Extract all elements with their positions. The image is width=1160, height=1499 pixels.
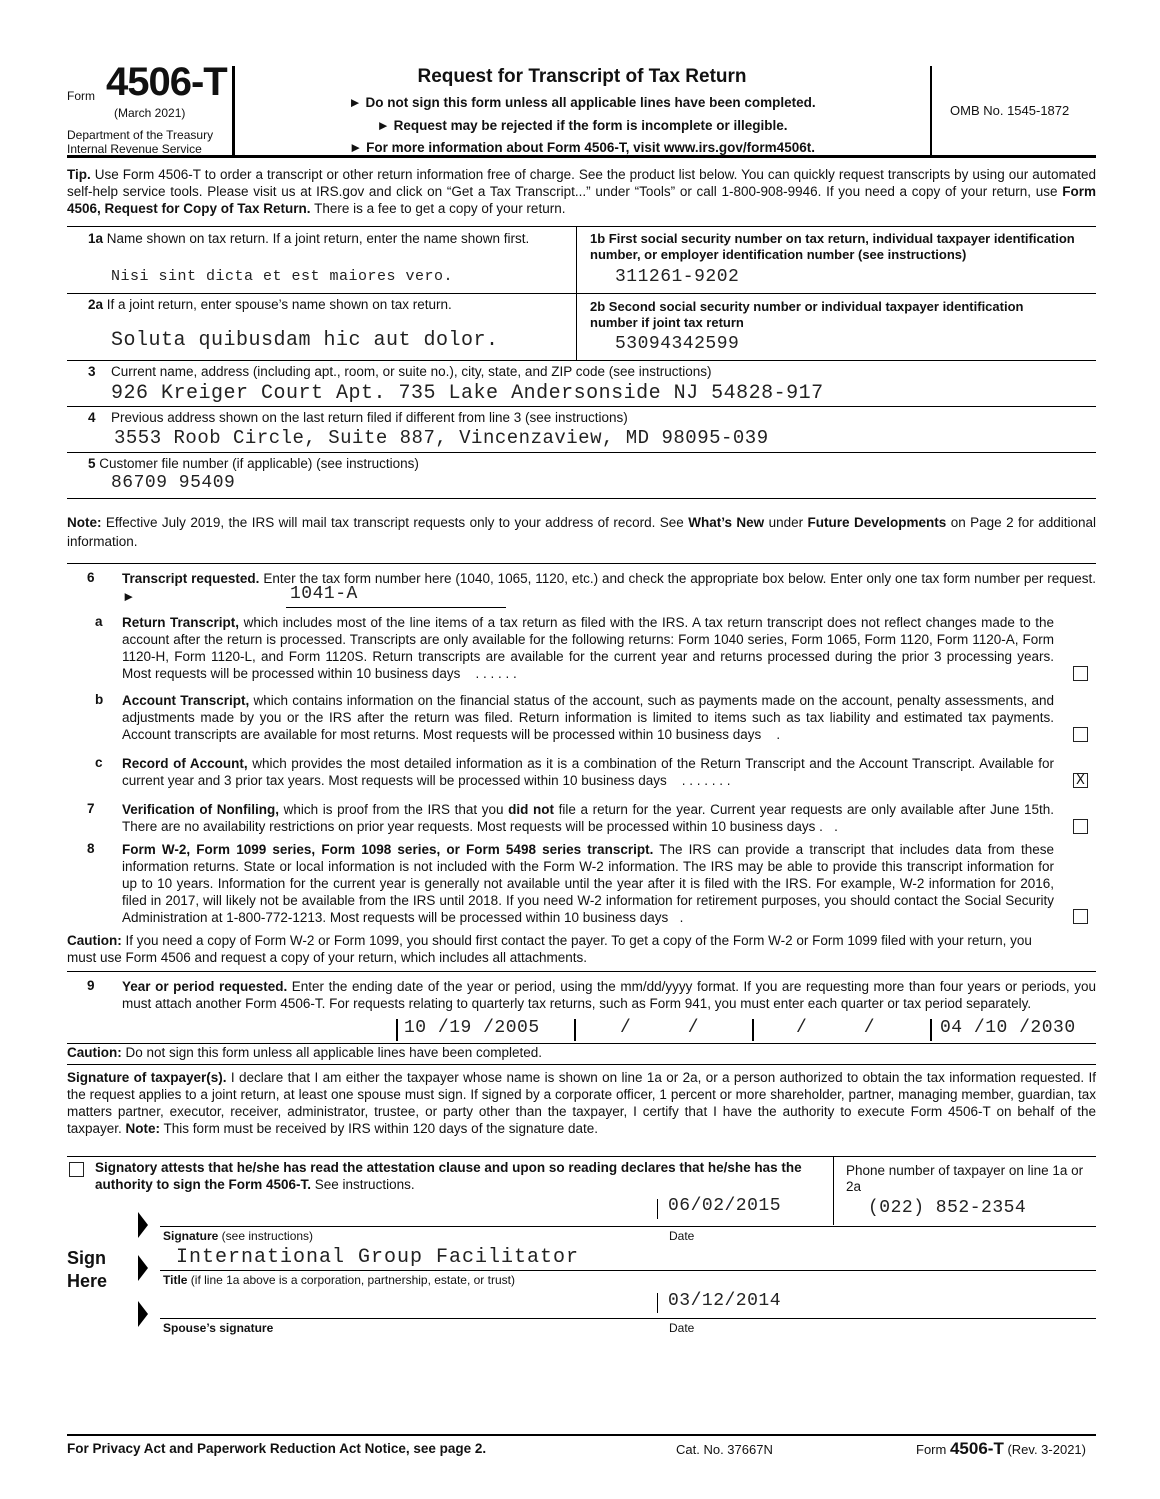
account-transcript-checkbox[interactable] [1073, 727, 1088, 742]
line-6a-text: Return Transcript, which includes most of the line items of a tax return as filed with the IRS. A tax return transcript does not reflect changes made to the account after the return is processed. Transcripts are only available for the following returns: Form 1040 series, Form 1065, Form 1120, Form 1120-A, Form 1120-H, Form 1120-L, and Form 1120S. Return transcripts are available for the current year and returns processed during the prior 3 processing years. Most requests will be processed within 10 business days . . . . . . [122, 615, 1054, 681]
line-4-label: Previous address shown on the last return filed if different from line 3 (see instructions) [111, 410, 628, 425]
line-7-number: 7 [87, 801, 95, 816]
title-line [160, 1270, 1096, 1271]
verification-of-nonfiling-checkbox[interactable] [1073, 819, 1088, 834]
date1-marker [657, 1199, 658, 1219]
period-date-3-field[interactable]: / / [796, 1018, 876, 1038]
line-1a-name-field[interactable]: Nisi sint dicta et est maiores vero. [111, 268, 454, 285]
line-2a-label: 2a If a joint return, enter spouse’s name shown on tax return. [88, 297, 452, 312]
line-1b-ssn-field[interactable]: 311261-9202 [615, 267, 740, 287]
spouse-signature-label: Spouse’s signature [163, 1321, 274, 1335]
catalog-number: Cat. No. 37667N [676, 1442, 773, 1457]
line-9-number: 9 [87, 978, 95, 993]
header-divider-right [930, 66, 932, 155]
date-box-1-marker [396, 1019, 398, 1041]
footer-form-id: Form 4506-T (Rev. 3-2021) [916, 1439, 1086, 1458]
date-box-3-marker [752, 1019, 754, 1041]
line-9-text: Year or period requested. Enter the ending date of the year or period, using the mm/dd/yyyy format. If you are requesting more than four years or periods, you must attach another Form 4506-T. For requests relating to quarterly tax returns, such as Form 941, you must enter each quarter or tax period separately. [122, 979, 1097, 1011]
line-3-label: Current name, address (including apt., room, or suite no.), city, state, and ZIP code (see instructions) [111, 364, 712, 379]
line-6-number: 6 [87, 570, 95, 585]
form-title: Request for Transcript of Tax Return [417, 66, 747, 87]
line-8-text: Form W-2, Form 1099 series, Form 1098 series, or Form 5498 series transcript. The IRS can provide a transcript that includes data from these information returns. State or local information is not included with the Form W-2 information. The IRS may be able to provide this transcript information for up to 10 years. Information for the current year is generally not available until the year after it is filed with the IRS. For example, W-2 information for 2016, filed in 2017, will likely not be available from the IRS until 2018. If you need W-2 information for retirement purposes, you should contact the Social Security Administration at 1-800-772-1213. Most requests will be processed within 10 business days . [122, 842, 1054, 925]
footer-rule [67, 1434, 1096, 1436]
sign-arrow-3-icon [138, 1301, 148, 1327]
line-8-number: 8 [87, 841, 95, 856]
signature-label: Signature (see instructions) [163, 1229, 314, 1243]
line-6-underline [286, 607, 506, 608]
title-field[interactable]: International Group Facilitator [176, 1246, 580, 1269]
period-date-4-field[interactable]: 04 /10 /2030 [940, 1018, 1076, 1038]
w2-transcript-checkbox[interactable] [1073, 909, 1088, 924]
omb-number: OMB No. 1545-1872 [950, 103, 1070, 118]
spouse-signature-line [160, 1318, 1096, 1319]
rule-10 [67, 1064, 1096, 1065]
line-6-text: Transcript requested. Enter the tax form number here (1040, 1065, 1120, etc.) and check the appropriate box below. Enter only one tax form number per request. ► [122, 571, 1097, 604]
rule-1 [67, 226, 1096, 227]
line-5-label: 5 Customer file number (if applicable) (see instructions) [88, 456, 419, 471]
privacy-notice: For Privacy Act and Paperwork Reduction Act Notice, see page 2. [67, 1441, 487, 1456]
header-bullet-1: ► Do not sign this form unless all applicable lines have been completed. [348, 95, 816, 110]
sign-arrow-2-icon [138, 1255, 148, 1281]
line-3-number: 3 [88, 364, 96, 379]
signature-date-field[interactable]: 06/02/2015 [668, 1196, 782, 1216]
rule-11 [67, 1156, 1096, 1157]
spouse-date-label: Date [669, 1321, 695, 1335]
period-date-1-field[interactable]: 10 /19 /2005 [404, 1018, 540, 1038]
line-6c-letter: c [95, 755, 103, 770]
line-2b-ssn-field[interactable]: 53094342599 [615, 334, 740, 354]
tip-paragraph: Tip. Use Form 4506-T to order a transcript or other return information free of charge. See the product list below. You can quickly request transcripts by using our automated self-help service tools. Please visit us at IRS.gov and click on “Get a Tax Transcript...” under “Tools” or call 1-800-908-9946. If you need a copy of your return, use Form 4506, Request for Copy of Tax Return. There is a fee to get a copy of your return. [67, 167, 1096, 216]
sign-here-label: Sign Here [67, 1248, 108, 1291]
rule-4 [67, 406, 1096, 407]
line-2a-spouse-name-field[interactable]: Soluta quibusdam hic aut dolor. [111, 329, 499, 352]
attestation-text: Signatory attests that he/she has read the attestation clause and upon so reading declares that he/she has the authority to sign the Form 4506-T. See instructions. [95, 1160, 802, 1192]
form-number: 4506-T [106, 60, 227, 104]
signature-declaration: Signature of taxpayer(s). I declare that I am either the taxpayer whose name is shown on line 1a or 2a, or a person authorized to obtain the tax information requested. If the request applies to a joint return, at least one spouse must sign. If signed by a corporate officer, 1 percent or more shareholder, partner, managing member, guardian, tax matters partner, executor, receiver, administrator, trustee, or party other than the taxpayer, I certify that I have the authority to execute Form 4506-T on behalf of the taxpayer. Note: This form must be received by IRS within 120 days of the signature date. [67, 1070, 1097, 1136]
line-6b-text: Account Transcript, which contains information on the financial status of the account, such as payments made on the account, penalty assessments, and adjustments made by you or the IRS after the return was filed. Return information is limited to items such as tax liability and estimated tax payments. Account transcripts are available for most returns. Most requests will be processed within 10 business days . [122, 693, 1054, 742]
dept-line2: Internal Revenue Service [67, 142, 202, 156]
caution-2-paragraph: Caution: Do not sign this form unless all applicable lines have been completed. [67, 1045, 542, 1060]
line-6a-letter: a [95, 614, 103, 629]
return-transcript-checkbox[interactable] [1073, 666, 1088, 681]
period-date-2-field[interactable]: / / [620, 1018, 700, 1038]
spouse-date-field[interactable]: 03/12/2014 [668, 1291, 782, 1311]
header-bullet-2: ► Request may be rejected if the form is incomplete or illegible. [376, 118, 788, 133]
header-bullet-3: ► For more information about Form 4506-T, visit www.irs.gov/form4506t. [349, 140, 815, 155]
line-2b-label: 2b Second social security number or individual taxpayer identification number if joint tax return [590, 299, 1024, 330]
signature-line [160, 1226, 1096, 1227]
record-of-account-checkbox[interactable]: X [1073, 773, 1088, 788]
date-box-4-marker [930, 1019, 932, 1041]
sign-arrow-1-icon [138, 1212, 148, 1238]
rule-5 [67, 452, 1096, 453]
signature-date-label: Date [669, 1229, 695, 1243]
line-1b-label: 1b First social security number on tax return, individual taxpayer identification number, or employer identification number (see instructions) [590, 231, 1075, 262]
line-6c-text: Record of Account, which provides the most detailed information as it is a combination of the Return Transcript and the Account Transcript. Available for current year and 3 prior tax years. Most requests will be processed within 10 business days . . . . . . . [122, 756, 1054, 788]
line-5-customer-file-field[interactable]: 86709 95409 [111, 473, 236, 493]
dept-line1: Department of the Treasury [67, 128, 214, 142]
title-label: Title (if line 1a above is a corporation, partnership, estate, or trust) [163, 1273, 515, 1287]
rule-6 [67, 498, 1096, 499]
form-word: Form [67, 89, 95, 103]
rule-7 [67, 563, 1096, 564]
attestation-checkbox[interactable] [69, 1162, 84, 1177]
rule-3 [67, 360, 1096, 361]
phone-label: Phone number of taxpayer on line 1a or 2a [846, 1163, 1084, 1194]
phone-number-field[interactable]: (022) 852-2354 [868, 1198, 1027, 1218]
line-4-previous-address-field[interactable]: 3553 Roob Circle, Suite 887, Vincenzaview, MD 98095-039 [114, 427, 769, 449]
line-6b-letter: b [95, 692, 104, 707]
line-3-address-field[interactable]: 926 Kreiger Court Apt. 735 Lake Andersonside NJ 54828-917 [111, 382, 824, 405]
rule-9 [67, 1043, 1096, 1044]
form-revision: (March 2021) [114, 106, 186, 120]
line-7-text: Verification of Nonfiling, which is proof from the IRS that you did not file a return for the year. Current year requests are only available after June 15th. There are no availability restrictions on prior year requests. Most requests will be processed within 10 business days . . [122, 802, 1055, 834]
phone-divider [833, 1157, 834, 1225]
line-4-number: 4 [88, 410, 96, 425]
header-rule [67, 155, 1096, 158]
caution-1-paragraph: Caution: If you need a copy of Form W-2 or Form 1099, you should first contact the payer. To get a copy of the Form W-2 or Form 1099 filed with your return, you must use Form 4506 and request a copy of your return, which includes all attachments. [67, 933, 1032, 965]
note-paragraph: Note: Effective July 2019, the IRS will mail tax transcript requests only to your address of record. See What’s New under Future Developments on Page 2 for additional information. [67, 515, 1097, 549]
rule-2 [67, 293, 1096, 294]
date2-marker [657, 1293, 658, 1313]
date-box-2-marker [574, 1019, 576, 1041]
line-6-tax-form-field[interactable]: 1041-A [290, 584, 358, 604]
rule-8 [67, 971, 1096, 972]
line-1a-label: 1a Name shown on tax return. If a joint return, enter the name shown first. [88, 231, 530, 246]
